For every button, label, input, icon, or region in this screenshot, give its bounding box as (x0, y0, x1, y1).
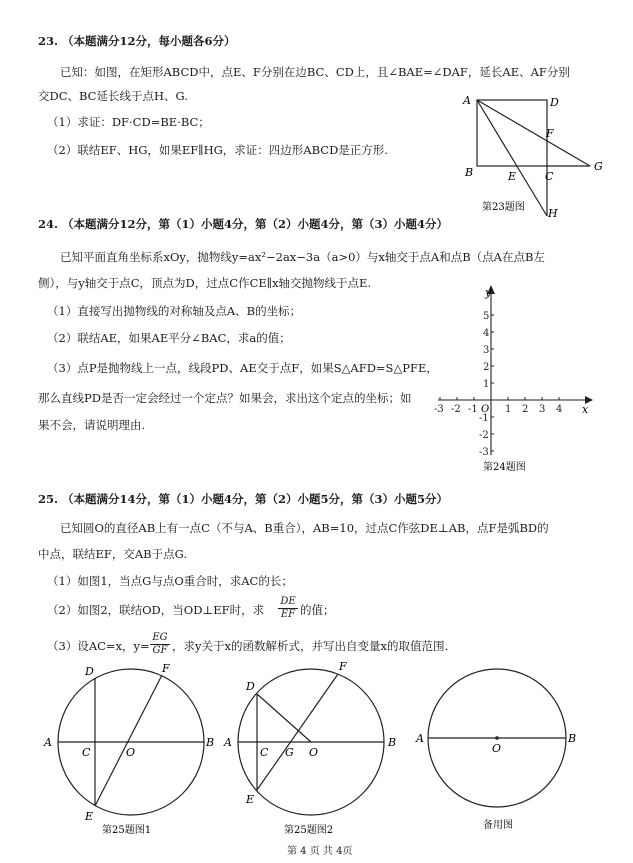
fig2-label-f: F (339, 660, 347, 673)
fig3-label-o: O (492, 742, 502, 755)
q24-stem-line2: 侧），与y轴交于点C，顶点为D，过点C作CE∥x轴交抛物线于点E. (38, 276, 372, 290)
fig1-label-e: E (85, 810, 94, 823)
fig1-label-o: O (126, 746, 136, 759)
q25-part2-numerator: DE (278, 596, 298, 609)
q23-label-b: B (465, 166, 474, 179)
q24-x-tick-label: 4 (556, 404, 563, 415)
q24-y-tick-label: 3 (483, 345, 490, 356)
q23-stem-line1: 已知：如图，在矩形ABCD中，点E、F分别在边BC、CD上，且∠BAE=∠DAF，延长AE、AF分别 (60, 65, 570, 79)
fig2-label-o: O (309, 746, 319, 759)
q25-part3-text: （3）设AC=x，y= (47, 639, 150, 653)
q24-x-tick-label: -3 (434, 404, 444, 415)
q24-y-axis-label: y (485, 286, 492, 299)
q23-part2: （2）联结EF、HG，如果EF∥HG，求证：四边形ABCD是正方形. (47, 143, 388, 157)
q25-part2-text: （2）如图2，联结OD，当OD⊥EF时，求 (47, 603, 265, 617)
q25-header: 25. （本题满分14分，第（1）小题4分，第（2）小题5分，第（3）小题5分） (38, 492, 449, 506)
q23-stem-line2: 交DC、BC延长线于点H、G. (38, 89, 188, 103)
q24-x-tick-label: 1 (505, 404, 512, 415)
q24-header: 24. （本题满分12分，第（1）小题4分，第（2）小题4分，第（3）小题4分） (38, 217, 449, 231)
q23-header: 23. （本题满分12分，每小题各6分） (38, 34, 236, 48)
q25-part2-denominator: EF (280, 609, 296, 620)
q25-stem-line1: 已知圆O的直径AB上有一点C（不与A、B重合），AB=10，过点C作弦DE⊥AB，点F是弧BD的 (60, 521, 549, 535)
q24-x-axis-label: x (582, 403, 589, 416)
q24-part1: （1）直接写出抛物线的对称轴及点A、B的坐标； (47, 304, 302, 318)
q25-part3-tail: ，求y关于x的函数解析式，并写出自变量x的取值范围. (172, 639, 449, 653)
q24-y-tick-label: 1 (483, 379, 490, 390)
q23-figure-caption: 第23题图 (482, 202, 525, 213)
q24-origin-label: O (481, 404, 490, 415)
q23-label-d: D (550, 96, 559, 109)
q24-x-tick-label: 3 (539, 404, 546, 415)
fig2-label-d: D (246, 680, 255, 693)
q25-part2-tail: 的值； (300, 603, 335, 617)
fig3-label-a: A (416, 732, 424, 745)
fig2-label-a: A (224, 736, 232, 749)
fig2-label-c: C (260, 746, 269, 759)
fig1-label-d: D (85, 665, 94, 678)
page-footer: 第 4 页 共 4页 (287, 846, 353, 857)
q24-x-tick-label: -2 (451, 404, 461, 415)
q23-label-a: A (463, 94, 471, 107)
q24-figure-caption: 第24题图 (483, 462, 526, 473)
fig3-caption: 备用图 (483, 820, 513, 831)
q24-part3: （3）点P是抛物线上一点，线段PD、AE交于点F，如果S△AFD=S△PFE， (47, 361, 438, 375)
q24-y-tick-label: 2 (483, 362, 490, 373)
q23-label-e: E (508, 170, 517, 183)
q23-label-h: H (548, 207, 558, 220)
q24-x-tick-label: -1 (468, 404, 478, 415)
q24-y-tick-label: -1 (479, 413, 489, 424)
q23-label-f: F (546, 127, 554, 140)
fig2-label-g: G (285, 746, 294, 759)
fig1-label-f: F (162, 662, 170, 675)
q24-x-tick-label: 2 (522, 404, 529, 415)
fig1-label-b: B (206, 736, 215, 749)
q24-stem-line1: 已知平面直角坐标系xOy，抛物线y=ax²−2ax−3a（a>0）与x轴交于点A和点B（点A在点B左 (60, 250, 545, 264)
q25-stem-line2: 中点，联结EF，交AB于点G. (38, 547, 188, 561)
fig1-caption: 第25题图1 (102, 825, 152, 836)
q24-y-tick-label: 4 (483, 328, 490, 339)
q24-part2: （2）联结AE，如果AE平分∠BAC，求a的值； (47, 331, 291, 345)
q24-y-tick-label: 5 (483, 311, 490, 322)
q23-label-c: C (545, 170, 554, 183)
q25-part3-denominator: GF (152, 645, 168, 656)
q25-part1: （1）如图1，当点G与点O重合时，求AC的长； (47, 574, 293, 588)
fig2-label-b: B (388, 736, 397, 749)
fig1-label-a: A (44, 736, 52, 749)
fig3-label-b: B (568, 732, 577, 745)
fig2-caption: 第25题图2 (284, 825, 334, 836)
q24-part3-line2: 那么直线PD是否一定会经过一个定点？如果会，求出这个定点的坐标；如 (38, 391, 412, 405)
q25-part3-numerator: EG (150, 632, 170, 645)
fig2-label-e: E (246, 793, 255, 806)
q24-y-tick-label: -3 (479, 447, 489, 458)
q23-label-g: G (594, 160, 603, 173)
fig1-label-c: C (82, 746, 91, 759)
q24-part3-line3: 果不会，请说明理由. (38, 418, 146, 432)
q24-y-tick-label: -2 (479, 430, 489, 441)
q23-part1: （1）求证：DF·CD=BE·BC； (47, 115, 210, 129)
